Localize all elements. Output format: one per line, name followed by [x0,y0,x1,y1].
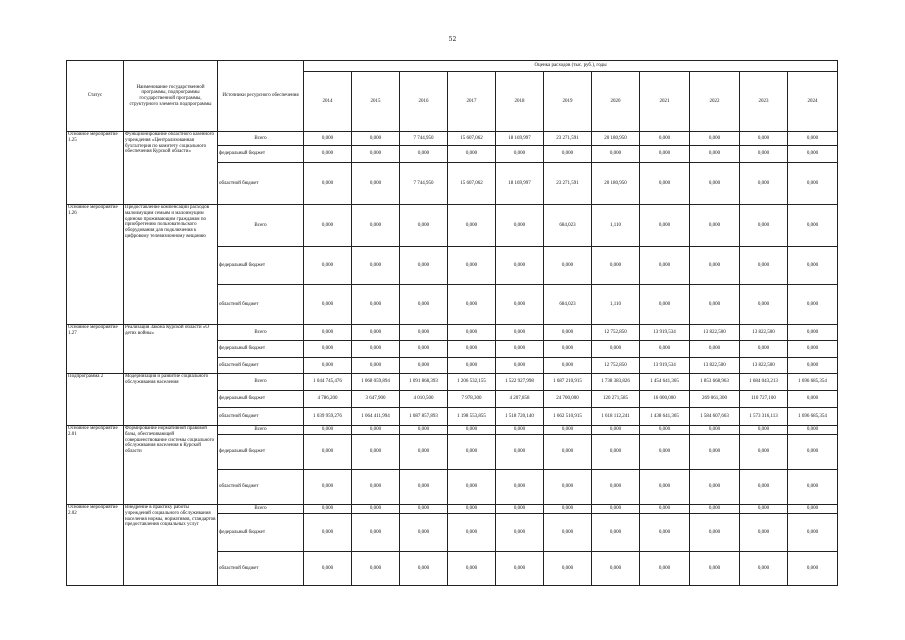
value-cell: 20 180,950 [592,132,640,146]
value-cell: 13 919,534 [640,325,690,341]
value-cell: 1 087 857,893 [400,408,448,426]
value-cell: 0,000 [640,132,690,146]
value-cell: 23 271,591 [544,163,592,205]
page-number: 52 [448,36,457,43]
value-cell: 0,000 [740,552,788,586]
value-cell: 1 454 641,365 [640,374,690,391]
value-cell: 0,000 [448,470,496,505]
value-cell: 7 744,950 [400,163,448,205]
value-cell: 1 738 383,826 [592,374,640,391]
value-cell: 0,000 [640,205,690,247]
table-row [67,505,838,514]
value-cell: 0,000 [740,426,788,435]
table-row [67,132,838,146]
value-cell: 0,000 [740,163,788,205]
value-cell: 20 180,950 [592,163,640,205]
value-cell: 0,000 [496,470,544,505]
funding-source: областной бюджет [218,552,304,586]
value-cell: 0,000 [400,426,448,435]
value-cell: 7 978,300 [448,391,496,408]
value-cell: 0,000 [788,470,838,505]
value-cell: 0,000 [448,358,496,374]
header-year: 2016 [400,72,448,132]
value-cell: 0,000 [544,341,592,358]
value-cell: 1 662 510,915 [544,408,592,426]
value-cell: 1 438 641,365 [640,408,690,426]
header-year: 2023 [740,72,788,132]
value-cell: 0,000 [448,426,496,435]
value-cell: 0,000 [400,435,448,470]
row-status: Основное мероприятие 2.01 [67,426,124,505]
value-cell: 1 091 868,393 [400,374,448,391]
value-cell: 0,000 [788,391,838,408]
table-row [67,325,838,341]
value-cell: 1,110 [592,285,640,325]
value-cell: 0,000 [448,552,496,586]
value-cell: 0,000 [352,426,400,435]
table-row [67,426,838,435]
funding-source: областной бюджет [218,358,304,374]
header-year: 2015 [352,72,400,132]
value-cell: 0,000 [400,470,448,505]
funding-source: областной бюджет [218,408,304,426]
row-element-name: Модернизация и развитие социального обслуживания населения [124,374,218,426]
value-cell: 0,000 [304,552,352,586]
value-cell: 0,000 [304,325,352,341]
value-cell: 0,000 [400,247,448,285]
value-cell: 0,000 [496,325,544,341]
value-cell: 4 010,500 [400,391,448,408]
value-cell: 0,000 [448,146,496,163]
value-cell: 0,000 [640,163,690,205]
funding-source: Всего [218,325,304,341]
value-cell: 0,000 [400,341,448,358]
value-cell: 0,000 [690,514,740,552]
row-element-name: Внедрение в практику работы учреждений социального обслуживания населения нормы, нормативов, стандартов предоставления социальных услуг [124,505,218,586]
value-cell: 1 044 745,476 [304,374,352,391]
value-cell: 0,000 [448,205,496,247]
funding-source: Всего [218,505,304,514]
row-element-name: Функционирование областного казенного учреждения «Централизованная бухгалтерия по комитету социального обеспечения Курской области» [124,132,218,205]
value-cell: 12 752,850 [592,358,640,374]
value-cell: 0,000 [592,435,640,470]
header-year: 2022 [690,72,740,132]
value-cell: 0,000 [592,552,640,586]
value-cell: 0,000 [352,205,400,247]
value-cell: 0,000 [740,341,788,358]
value-cell: 1 696 685,354 [788,374,838,391]
value-cell: 0,000 [690,247,740,285]
value-cell: 0,000 [400,505,448,514]
value-cell: 0,000 [352,470,400,505]
value-cell: 0,000 [690,435,740,470]
value-cell: 1 687 210,915 [544,374,592,391]
value-cell: 1 696 685,354 [788,408,838,426]
header-year: 2019 [544,72,592,132]
value-cell: 0,000 [544,552,592,586]
value-cell: 0,000 [352,247,400,285]
funding-source: федеральный бюджет [218,341,304,358]
value-cell: 0,000 [448,247,496,285]
value-cell: 0,000 [592,514,640,552]
table-row [67,205,838,247]
value-cell: 1 518 720,140 [496,408,544,426]
value-cell: 0,000 [352,358,400,374]
funding-source: областной бюджет [218,285,304,325]
value-cell: 0,000 [400,205,448,247]
value-cell: 1,110 [592,205,640,247]
value-cell: 0,000 [640,470,690,505]
value-cell: 0,000 [448,435,496,470]
header-year: 2024 [788,72,838,132]
value-cell: 110 727,100 [740,391,788,408]
value-cell: 15 607,062 [448,163,496,205]
value-cell: 16 000,000 [640,391,690,408]
value-cell: 0,000 [592,426,640,435]
value-cell: 0,000 [592,341,640,358]
value-cell: 12 752,850 [592,325,640,341]
funding-source: федеральный бюджет [218,435,304,470]
value-cell: 0,000 [352,146,400,163]
value-cell: 1 068 059,894 [352,374,400,391]
value-cell: 0,000 [690,426,740,435]
value-cell: 0,000 [690,552,740,586]
funding-source: Всего [218,205,304,247]
value-cell: 0,000 [788,358,838,374]
value-cell: 0,000 [496,435,544,470]
value-cell: 1 618 112,241 [592,408,640,426]
value-cell: 0,000 [304,358,352,374]
funding-source: областной бюджет [218,470,304,505]
value-cell: 0,000 [304,163,352,205]
value-cell: 0,000 [400,358,448,374]
value-cell: 0,000 [788,163,838,205]
value-cell: 4 207,858 [496,391,544,408]
funding-source: Всего [218,132,304,146]
value-cell: 0,000 [496,426,544,435]
value-cell: 0,000 [640,426,690,435]
value-cell: 0,000 [544,146,592,163]
value-cell: 0,000 [496,514,544,552]
value-cell: 0,000 [496,341,544,358]
value-cell: 0,000 [544,426,592,435]
value-cell: 0,000 [690,285,740,325]
value-cell: 0,000 [740,132,788,146]
value-cell: 0,000 [690,132,740,146]
row-status: Основное мероприятие 1.26 [67,205,124,325]
value-cell: 0,000 [400,285,448,325]
value-cell: 0,000 [304,247,352,285]
row-element-name: Формирование нормативной правовой базы, обеспечивающей совершенствование системы социального обслуживания населения в Курской области [124,426,218,505]
value-cell: 18 169,997 [496,132,544,146]
value-cell: 0,000 [352,552,400,586]
value-cell: 0,000 [788,341,838,358]
header-year: 2014 [304,72,352,132]
value-cell: 0,000 [448,285,496,325]
header-year: 2017 [448,72,496,132]
value-cell: 0,000 [304,285,352,325]
value-cell: 0,000 [400,552,448,586]
funding-source: федеральный бюджет [218,146,304,163]
value-cell: 0,000 [788,325,838,341]
value-cell: 0,000 [544,325,592,341]
value-cell: 0,000 [740,285,788,325]
value-cell: 0,000 [352,505,400,514]
header-year: 2020 [592,72,640,132]
funding-source: федеральный бюджет [218,247,304,285]
row-element-name: Предоставление компенсации расходов малоимущим семьям и малоимущим одиноко проживающим гражданам по приобретению пользовательского оборудования для подключения к цифровому телевизионному вещанию [124,205,218,325]
value-cell: 0,000 [788,247,838,285]
value-cell: 0,000 [788,552,838,586]
value-cell: 269 061,300 [690,391,740,408]
funding-source: Всего [218,426,304,435]
value-cell: 24 700,000 [544,391,592,408]
value-cell: 0,000 [448,341,496,358]
row-element-name: Реализация Закона Курской области «О детях войны» [124,325,218,374]
value-cell: 0,000 [352,514,400,552]
value-cell: 0,000 [304,435,352,470]
value-cell: 1 522 927,998 [496,374,544,391]
value-cell: 0,000 [400,514,448,552]
value-cell: 0,000 [640,505,690,514]
value-cell: 0,000 [352,325,400,341]
value-cell: 0,000 [544,505,592,514]
value-cell: 0,000 [640,285,690,325]
value-cell: 0,000 [640,552,690,586]
value-cell: 0,000 [740,146,788,163]
value-cell: 0,000 [544,514,592,552]
value-cell: 1 064 411,994 [352,408,400,426]
value-cell: 0,000 [592,505,640,514]
value-cell: 0,000 [448,505,496,514]
header-year: 2018 [496,72,544,132]
value-cell: 0,000 [788,146,838,163]
row-status: Основное мероприятие 1.25 [67,132,124,205]
value-cell: 0,000 [690,146,740,163]
value-cell: 0,000 [690,163,740,205]
budget-table [66,60,838,586]
value-cell: 1 684 043,213 [740,374,788,391]
value-cell: 684,023 [544,205,592,247]
value-cell: 1 198 553,855 [448,408,496,426]
value-cell: 1 573 316,113 [740,408,788,426]
value-cell: 0,000 [788,205,838,247]
value-cell: 0,000 [448,514,496,552]
value-cell: 0,000 [304,205,352,247]
value-cell: 0,000 [544,247,592,285]
value-cell: 0,000 [496,247,544,285]
value-cell: 0,000 [304,470,352,505]
value-cell: 0,000 [592,146,640,163]
value-cell: 0,000 [304,505,352,514]
value-cell: 0,000 [352,132,400,146]
value-cell: 0,000 [592,247,640,285]
value-cell: 0,000 [690,341,740,358]
value-cell: 0,000 [788,285,838,325]
value-cell: 0,000 [448,325,496,341]
value-cell: 0,000 [304,146,352,163]
value-cell: 1 853 668,963 [690,374,740,391]
header-estimate: Оценка расходов (тыс. руб.), годы [304,61,838,72]
value-cell: 0,000 [304,132,352,146]
value-cell: 0,000 [740,435,788,470]
value-cell: 0,000 [788,514,838,552]
value-cell: 1 206 532,155 [448,374,496,391]
value-cell: 0,000 [788,435,838,470]
value-cell: 0,000 [496,146,544,163]
header-status: Статус [67,61,124,132]
value-cell: 13 822,500 [740,325,788,341]
value-cell: 0,000 [640,435,690,470]
value-cell: 1 039 959,276 [304,408,352,426]
value-cell: 0,000 [400,146,448,163]
value-cell: 0,000 [788,132,838,146]
value-cell: 0,000 [496,552,544,586]
row-status: Основное мероприятие 2.02 [67,505,124,586]
funding-source: федеральный бюджет [218,514,304,552]
value-cell: 0,000 [496,358,544,374]
funding-source: федеральный бюджет [218,391,304,408]
value-cell: 13 822,500 [740,358,788,374]
header-source: Источники ресурсного обеспечения [218,61,304,132]
value-cell: 0,000 [740,247,788,285]
value-cell: 0,000 [690,470,740,505]
value-cell: 120 271,585 [592,391,640,408]
value-cell: 0,000 [496,205,544,247]
value-cell: 7 744,950 [400,132,448,146]
value-cell: 0,000 [640,341,690,358]
value-cell: 0,000 [788,505,838,514]
value-cell: 0,000 [352,435,400,470]
value-cell: 0,000 [352,341,400,358]
header-year: 2021 [640,72,690,132]
row-status: Основное мероприятие 1.27 [67,325,124,374]
value-cell: 0,000 [304,426,352,435]
value-cell: 0,000 [352,285,400,325]
value-cell: 18 169,997 [496,163,544,205]
value-cell: 0,000 [496,505,544,514]
row-status: Подпрограмма 2 [67,374,124,426]
value-cell: 13 919,534 [640,358,690,374]
value-cell: 0,000 [400,325,448,341]
value-cell: 0,000 [740,514,788,552]
funding-source: областной бюджет [218,163,304,205]
table-row [67,374,838,391]
value-cell: 13 822,500 [690,325,740,341]
value-cell: 0,000 [640,247,690,285]
value-cell: 0,000 [304,514,352,552]
value-cell: 4 786,200 [304,391,352,408]
value-cell: 3 647,900 [352,391,400,408]
value-cell: 0,000 [640,146,690,163]
value-cell: 1 584 607,663 [690,408,740,426]
value-cell: 0,000 [690,505,740,514]
value-cell: 0,000 [544,358,592,374]
value-cell: 0,000 [690,205,740,247]
value-cell: 0,000 [544,470,592,505]
value-cell: 0,000 [740,205,788,247]
value-cell: 0,000 [304,341,352,358]
value-cell: 0,000 [496,285,544,325]
funding-source: Всего [218,374,304,391]
value-cell: 23 271,591 [544,132,592,146]
value-cell: 0,000 [544,435,592,470]
value-cell: 0,000 [592,470,640,505]
header-name: Наименование государственной программы, подпрограммы государственной программы, структурного элемента подпрограммы [124,61,218,132]
value-cell: 0,000 [640,514,690,552]
value-cell: 0,000 [352,163,400,205]
value-cell: 15 607,062 [448,132,496,146]
value-cell: 0,000 [740,505,788,514]
value-cell: 13 822,500 [690,358,740,374]
value-cell: 684,023 [544,285,592,325]
value-cell: 0,000 [740,470,788,505]
value-cell: 0,000 [788,426,838,435]
